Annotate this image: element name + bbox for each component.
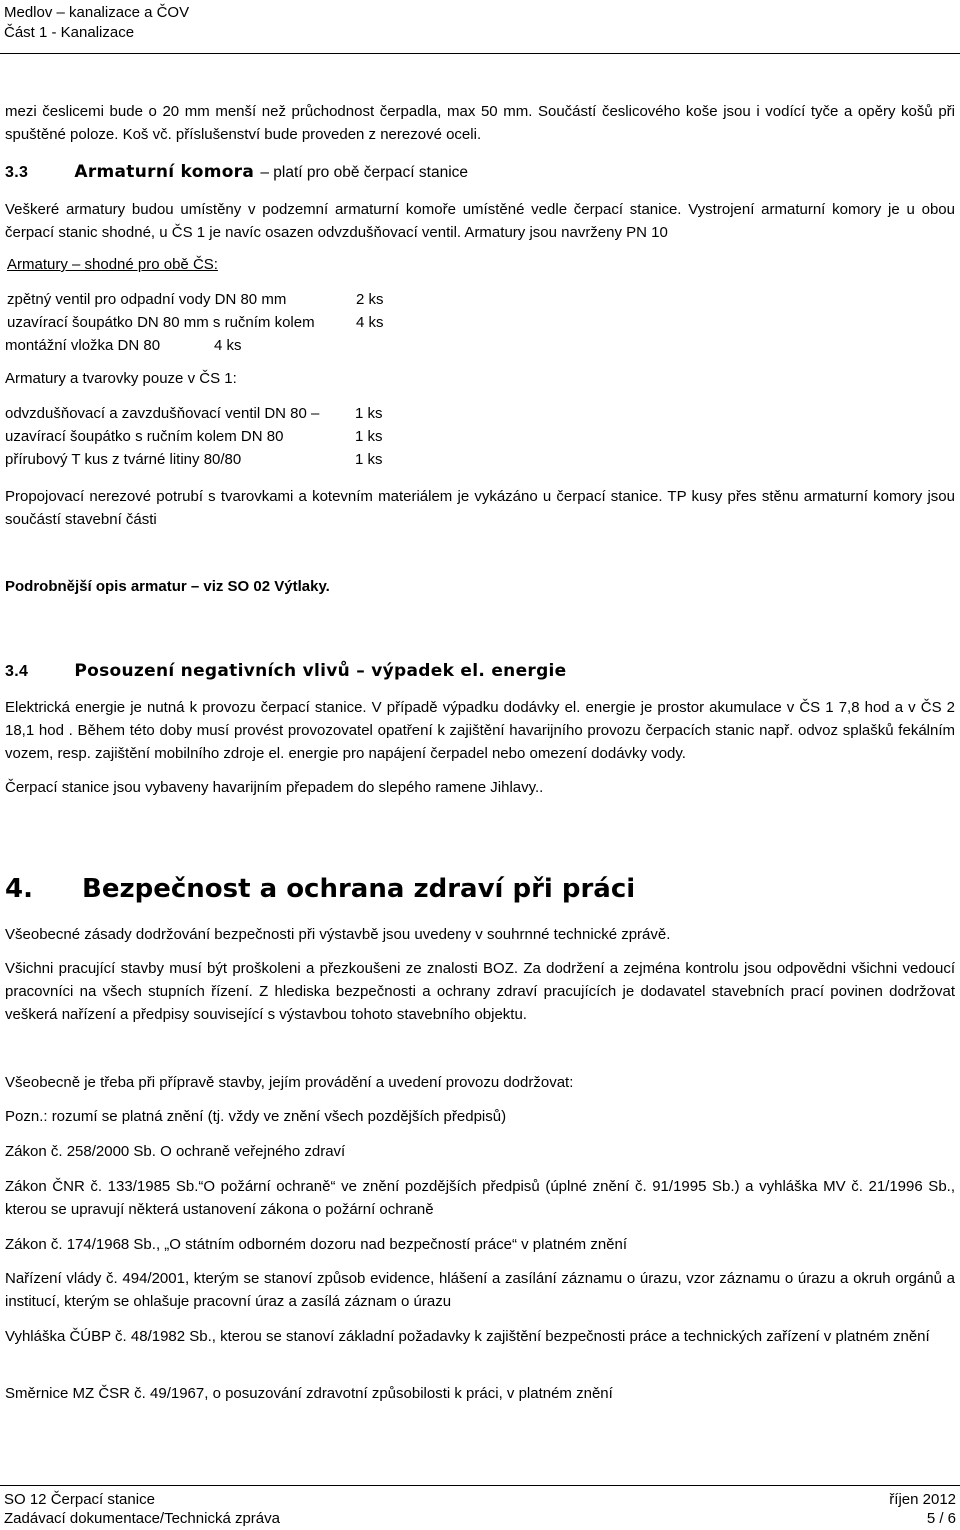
- detail-note: Podrobnější opis armatur – viz SO 02 Výtlaky.: [5, 578, 330, 595]
- cs1-item-name: odvzdušňovací a zavzdušňovací ventil DN 80 –: [5, 405, 320, 422]
- section-4-p6: Zákon ČNR č. 133/1985 Sb.“O požární ochraně“ ve znění pozdějších předpisů (úplné znění č. 91/1995 Sb.) a vyhláška MV č. 21/1996 Sb., kterou se upravují některá ustanovení zákona o požární ochraně: [5, 1178, 955, 1218]
- section-4-p1: Všeobecné zásady dodržování bezpečnosti při výstavbě jsou uvedeny v souhrnné technické zprávě.: [5, 926, 671, 943]
- section-4-p3: Všeobecně je třeba při přípravě stavby, jejím provádění a uvedení provozu dodržovat:: [5, 1074, 574, 1091]
- section-4-p8: Nařízení vlády č. 494/2001, kterým se stanoví způsob evidence, hlášení a zasílání záznamu o úrazu, vzor záznamu o úrazu a okruh orgánů a institucí, kterým se ohlašuje pracovní úraz a zasílá záznam o úrazu: [5, 1270, 955, 1310]
- section-4-p4: Pozn.: rozumí se platná znění (tj. vždy ve znění všech pozdějších předpisů): [5, 1108, 507, 1125]
- section-4-number: 4.: [5, 874, 33, 904]
- cs1-item-name: uzavírací šoupátko s ručním kolem DN 80: [5, 428, 284, 445]
- footer-date: říjen 2012: [889, 1491, 956, 1508]
- section-34-heading: [5, 661, 567, 681]
- shared-item-name: montážní vložka DN 80: [5, 337, 161, 354]
- footer-page: 5 / 6: [926, 1510, 956, 1527]
- cs1-item-qty: 1 ks: [355, 428, 383, 445]
- cs1-item-name: přírubový T kus z tvárné litiny 80/80: [5, 451, 242, 468]
- section-33-paragraph: Veškeré armatury budou umístěny v podzemní armaturní komoře umístěné vedle čerpací stanice. Vystrojení armaturní komory je u obou čerpací stanic shodné, u ČS 1 je navíc osazen odvzdušňovací ventil. Armatury jsou navrženy PN 10: [5, 201, 955, 241]
- section-34-number: 3.4: [5, 663, 29, 680]
- cs1-armatures-heading: Armatury a tvarovky pouze v ČS 1:: [5, 370, 237, 387]
- section-34-paragraph-1: Elektrická energie je nutná k provozu čerpací stanice. V případě výpadku dodávky el. energie je prostor akumulace v ČS 1 7,8 hod a v ČS 2 18,1 hod . Během této doby musí provést provozovatel opatření k zajištění havarijního provozu čerpacích stanic např. odvoz splašků fekálním vozem, resp. zajištění mobilního zdroje el. energie pro napájení čerpadel nebo omezení dodávky vody.: [5, 699, 955, 762]
- piping-paragraph: Propojovací nerezové potrubí s tvarovkami a kotevním materiálem je vykázáno u čerpací stanice. TP kusy přes stěnu armaturní komory jsou součástí stavební části: [5, 488, 955, 528]
- section-34-paragraph-2: Čerpací stanice jsou vybaveny havarijním přepadem do slepého ramene Jihlavy..: [5, 779, 544, 796]
- shared-item-name: uzavírací šoupátko DN 80 mm s ručním kolem: [7, 314, 315, 331]
- section-4-p9: Vyhláška ČÚBP č. 48/1982 Sb., kterou se stanoví základní požadavky k zajištění bezpečnosti práce a technických zařízení v platném znění: [5, 1328, 930, 1345]
- section-4-title: Bezpečnost a ochrana zdraví při práci: [82, 874, 636, 904]
- section-33-heading: [5, 162, 468, 182]
- shared-armatures-heading: Armatury – shodné pro obě ČS:: [7, 256, 218, 273]
- section-34-title: Posouzení negativních vlivů – výpadek el. energie: [74, 661, 567, 681]
- section-4-p5: Zákon č. 258/2000 Sb. O ochraně veřejného zdraví: [5, 1143, 346, 1160]
- section-4-p10: Směrnice MZ ČSR č. 49/1967, o posuzování zdravotní způsobilosti k práci, v platném znění: [5, 1385, 613, 1402]
- shared-item-qty: 2 ks: [356, 291, 384, 308]
- intro-paragraph: mezi česlicemi bude o 20 mm menší než průchodnost čerpadla, max 50 mm. Součástí česlicového koše jsou i vodící tyče a opěry košů při spuštěné poloze. Koš vč. příslušenství bude proveden z nerezové oceli.: [5, 103, 955, 143]
- footer-doc: Zadávací dokumentace/Technická zpráva: [4, 1510, 280, 1527]
- header-line-1: Medlov – kanalizace a ČOV: [4, 4, 190, 21]
- section-4-p7: Zákon č. 174/1968 Sb., „O státním odborném dozoru nad bezpečností práce“ v platném znění: [5, 1236, 628, 1253]
- footer-divider: [0, 1485, 960, 1486]
- header-divider: [0, 53, 960, 54]
- shared-item-qty: 4 ks: [214, 337, 242, 354]
- section-33-number: 3.3: [5, 164, 29, 181]
- header-line-2: Část 1 - Kanalizace: [4, 24, 135, 41]
- footer-object: SO 12 Čerpací stanice: [4, 1491, 155, 1508]
- cs1-item-qty: 1 ks: [355, 451, 383, 468]
- shared-item-name: zpětný ventil pro odpadní vody DN 80 mm: [7, 291, 287, 308]
- cs1-item-qty: 1 ks: [355, 405, 383, 422]
- shared-item-qty: 4 ks: [356, 314, 384, 331]
- section-4-p2: Všichni pracující stavby musí být proškoleni a přezkoušeni ze znalosti BOZ. Za dodržení a zejména kontrolu jsou odpovědni všichni vedoucí pracovníci na všech stupních řízení. Z hlediska bezpečnosti a ochrany zdraví pracujících je dodavatel stavebních prací povinen dodržovat veškerá nařízení a předpisy související s výstavbou tohoto stavebního objektu.: [5, 960, 955, 1023]
- section-33-title: Armaturní komora: [74, 162, 255, 182]
- section-33-subtitle: – platí pro obě čerpací stanice: [260, 164, 469, 181]
- section-4-heading: [5, 874, 635, 904]
